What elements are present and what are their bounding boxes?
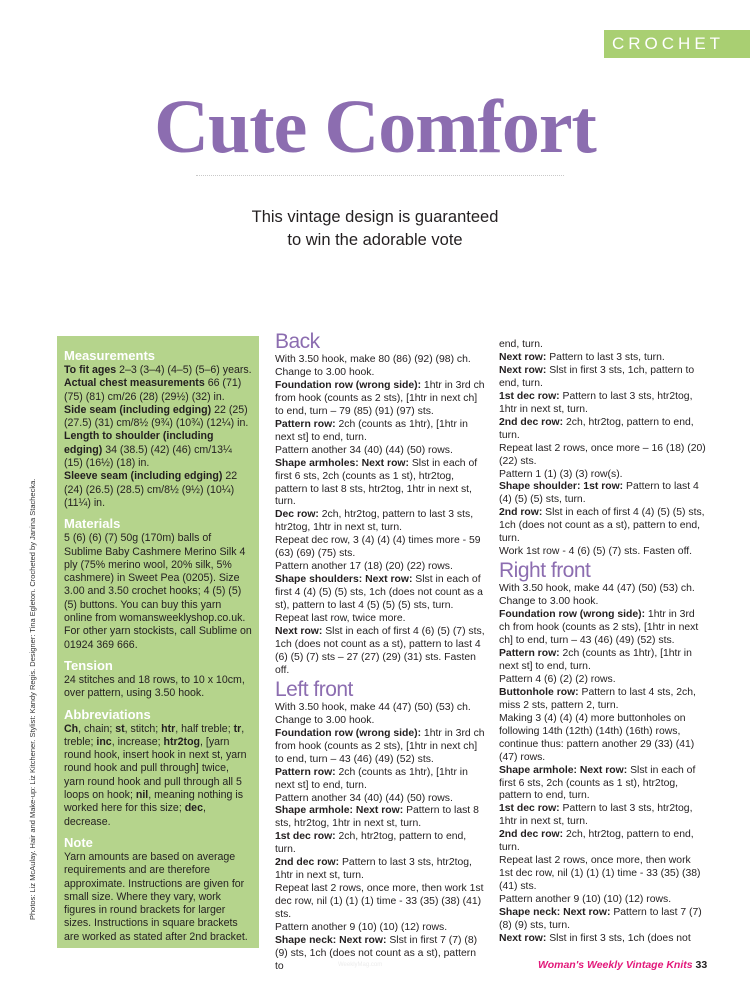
pattern-line: Work 1st row - 4 (6) (5) (7) sts. Fasten off. <box>499 546 693 558</box>
pattern-line: Shape shoulders: Next row: Slst in each of first 4 (4) (5) (5) sts, 1ch (does not count as a st), pattern to last 4 (5) (5) (5) sts, turn. <box>275 574 483 612</box>
pattern-line: Shape neck: Next row: Slst in first 7 (7) (8) (9) sts, 1ch (does not count as a st), pattern to <box>275 934 478 972</box>
title-divider <box>196 175 564 176</box>
pattern-line: Next row: Pattern to last 3 sts, turn. <box>499 351 665 363</box>
pattern-line: Shape armhole: Next row: Pattern to last 8 sts, htr2tog, 1htr in next st, turn. <box>275 805 479 830</box>
note-text: Yarn amounts are based on average requirements and are therefore approximate. Instructions are given for small size. Where they vary, work figures in round brackets for larger sizes. Instructions in square brackets are worked as stated after 2nd bracket. <box>64 850 248 943</box>
pattern-line: Making 3 (4) (4) (4) more buttonholes on following 14th (12th) (14th) (16th) rows, continue thus: pattern another 29 (33) (41) (47) rows. <box>499 712 695 763</box>
pattern-line: Shape armholes: Next row: Slst in each of first 6 sts, 2ch (counts as 1 st), htr2tog, pattern to last 8 sts, htr2tog, 1htr in next st, turn. <box>275 457 478 508</box>
measurement-length: Length to shoulder (including edging) 34 (38.5) (42) (46) cm/13¼ (15) (16½) (18) in. <box>64 430 232 470</box>
pattern-line: Foundation row (wrong side): 1htr in 3rd ch from hook (counts as 2 sts), [1htr in next ch] to end, turn – 43 (46) (49) (52) sts. <box>275 727 485 765</box>
right-front-heading: Right front <box>499 559 591 583</box>
abbreviations-text: Ch, chain; st, stitch; htr, half treble; tr, treble; inc, increase; htr2tog, [yarn round hook, insert hook in next st, yarn round hook and pull through] twice, yarn round hook and pull through all 5 loops on hook; nil, meaning nothing is worked here for this size; dec, decrease. <box>64 722 247 828</box>
pattern-line: Pattern another 34 (40) (44) (50) rows. <box>275 792 453 804</box>
pattern-line: Pattern another 9 (10) (10) (12) rows. <box>275 922 448 934</box>
pattern-line: 2nd dec row: Pattern to last 3 sts, htr2tog, 1htr in next st, turn. <box>275 857 472 882</box>
watermark: WeeklyMag.com <box>338 962 383 968</box>
pattern-line: Pattern 1 (1) (3) (3) row(s). <box>499 468 623 480</box>
pattern-line: Pattern 4 (6) (2) (2) rows. <box>499 673 616 685</box>
materials-text: 5 (6) (6) (7) 50g (170m) balls of Sublime Baby Cashmere Merino Silk 4 ply (75% merino wool, 20% silk, 5% cashmere) in Sweet Pea (0205). Size 3.00 and 3.50 crochet hooks; 4 (5) (5) (5) buttons. You can buy this yarn online from womansweeklyshop.co.uk. For other yarn stockists, call Sublime on 01924 369 666. <box>64 532 252 651</box>
subtitle-line: This vintage design is guaranteed <box>251 208 499 226</box>
left-front-heading: Left front <box>275 677 353 701</box>
pattern-line: 2nd dec row: 2ch, htr2tog, pattern to end, turn. <box>499 416 694 441</box>
pattern-line: With 3.50 hook, make 80 (86) (92) (98) ch. Change to 3.00 hook. <box>275 354 471 378</box>
pattern-column-1 <box>275 330 487 974</box>
pattern-line: Repeat last 2 rows, once more, then work 1st dec row, nil (1) (1) (1) time - 33 (35) (38) (41) sts. <box>275 883 484 921</box>
pattern-line: Shape neck: Next row: Pattern to last 7 (7) (8) (9) sts, turn. <box>499 907 702 931</box>
materials-heading: Materials <box>64 516 121 532</box>
footer-brand: Woman's Weekly Vintage Knits <box>538 959 693 971</box>
section-tag: CROCHET <box>604 30 750 58</box>
pattern-line: Pattern row: 2ch (counts as 1htr), [1htr in next st] to end, turn. <box>275 418 468 443</box>
pattern-column-2 <box>499 339 707 946</box>
note-heading: Note <box>64 834 93 850</box>
pattern-line: Pattern row: 2ch (counts as 1htr), [1htr in next st] to end, turn. <box>275 766 468 791</box>
pattern-line: 1st dec row: 2ch, htr2tog, pattern to end, turn. <box>275 831 467 856</box>
tension-text: 24 stitches and 18 rows, to 10 x 10cm, over pattern, using 3.50 hook. <box>64 673 245 700</box>
abbreviations-heading: Abbreviations <box>64 706 151 722</box>
pattern-line: Pattern another 9 (10) (10) (12) rows. <box>499 894 672 906</box>
pattern-line: Shape armhole: Next row: Slst in each of first 6 sts, 2ch (counts as 1 st), htr2tog, pattern to end, turn. <box>499 764 696 802</box>
page-title: Cute Comfort <box>154 85 596 169</box>
subtitle <box>0 206 750 252</box>
pattern-line: Next row: Slst in each of first 4 (6) (5) (7) sts, 1ch (does not count as a st), pattern to last 4 (6) (5) (7) sts – 27 (27) (29) (31) sts. Fasten off. <box>275 626 485 676</box>
tension-heading: Tension <box>64 657 113 673</box>
measurement-fit: To fit ages 2–3 (3–4) (4–5) (5–6) years. <box>64 364 252 376</box>
pattern-line: Repeat last 2 rows, once more, then work 1st dec row, nil (1) (1) (1) time - 33 (35) (38) (41) sts. <box>499 855 701 893</box>
pattern-line: end, turn. <box>499 339 543 350</box>
pattern-line: Pattern another 17 (18) (20) (22) rows. <box>275 561 453 573</box>
pattern-line: Shape shoulder: 1st row: Pattern to last 4 (4) (5) (5) sts, turn. <box>499 481 699 506</box>
pattern-line: Repeat dec row, 3 (4) (4) (4) times more - 59 (63) (69) (75) sts. <box>275 535 481 560</box>
pattern-line: 2nd row: Slst in each of first 4 (4) (5) (5) sts, 1ch (does not count as a st), pattern to end, turn. <box>499 507 705 545</box>
pattern-line: Dec row: 2ch, htr2tog, pattern to last 3 sts, htr2tog, 1htr in next st, turn. <box>275 509 474 534</box>
pattern-line: 1st dec row: Pattern to last 3 sts, htr2tog, 1htr in next st, turn. <box>499 803 693 828</box>
pattern-line: 2nd dec row: 2ch, htr2tog, pattern to end, turn. <box>499 829 694 854</box>
back-heading: Back <box>275 330 320 353</box>
measurement-chest: Actual chest measurements 66 (71) (75) (81) cm/26 (28) (29½) (32) in. <box>64 377 242 403</box>
measurements-heading: Measurements <box>64 348 156 363</box>
pattern-line: Pattern row: 2ch (counts as 1htr), [1htr in next st] to end, turn. <box>499 647 692 672</box>
page-number: 33 <box>695 959 708 971</box>
pattern-line: Foundation row (wrong side): 1htr in 3rd ch from hook (counts as 2 sts), [1htr in next ch] to end, turn – 43 (46) (49) (52) sts. <box>499 609 699 647</box>
pattern-line: Foundation row (wrong side): 1htr in 3rd ch from hook (counts as 2 sts), [1htr in next ch] to end, turn – 79 (85) (91) (97) sts. <box>275 379 485 417</box>
pattern-line: Repeat last 2 rows, once more – 16 (18) (20) (22) sts. <box>499 442 706 467</box>
pattern-line: Next row: Slst in first 3 sts, 1ch, pattern to end, turn. <box>499 364 695 389</box>
pattern-line: With 3.50 hook, make 44 (47) (50) (53) ch. Change to 3.00 hook. <box>499 583 695 608</box>
pattern-line: Repeat last row, twice more. <box>275 613 406 625</box>
pattern-line: Pattern another 34 (40) (44) (50) rows. <box>275 444 453 456</box>
footer <box>538 959 707 971</box>
pattern-line: Next row: Slst in first 3 sts, 1ch (does not <box>499 932 691 944</box>
pattern-line: 1st dec row: Pattern to last 3 sts, htr2tog, 1htr in next st, turn. <box>499 390 693 415</box>
measurement-sleeve: Sleeve seam (including edging) 22 (24) (26.5) (28.5) cm/8½ (9½) (10¼) (11¼) in. <box>64 470 238 509</box>
pattern-line: With 3.50 hook, make 44 (47) (50) (53) ch. Change to 3.00 hook. <box>275 701 471 726</box>
photo-credit: Photos: Liz McAulay. Hair and Make-up: Liz Kitchener. Stylist: Kandy Regis. Designer: Tina Egleton. Crocheted by Janina Stachecka. <box>28 478 37 920</box>
pattern-line: Buttonhole row: Pattern to last 4 sts, 2ch, miss 2 sts, pattern 2, turn. <box>499 686 696 711</box>
subtitle-line: to win the adorable vote <box>287 231 463 249</box>
measurement-side: Side seam (including edging) 22 (25) (27.5) (31) cm/8½ (9¾) (10¾) (12¼) in. <box>64 403 249 430</box>
pattern-info-sidebar <box>57 336 259 948</box>
